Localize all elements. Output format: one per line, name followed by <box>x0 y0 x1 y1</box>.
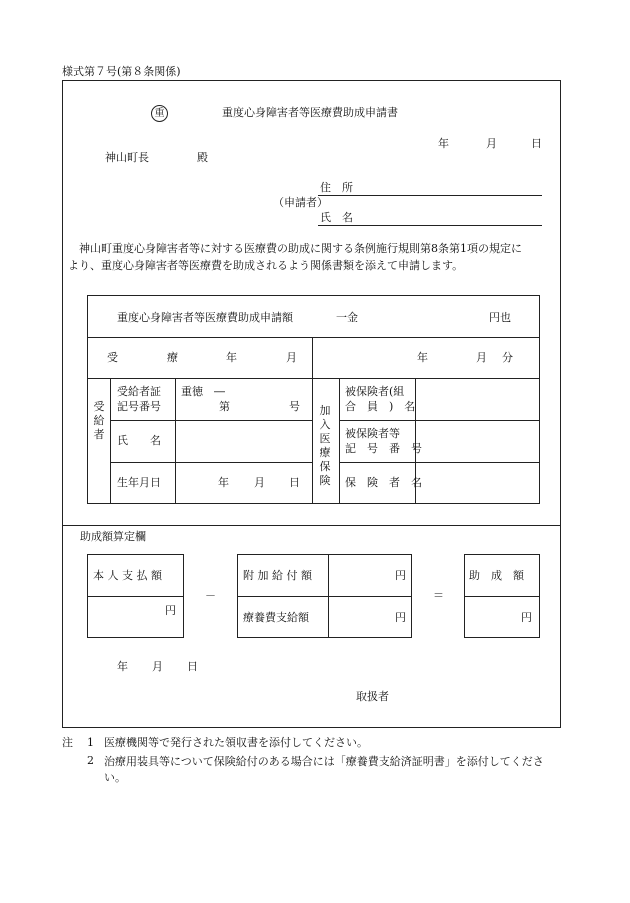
subsidy-label: 助 成 額 <box>469 569 524 582</box>
subsidy-divider <box>464 596 540 597</box>
deduction-divider <box>237 596 412 597</box>
table-rule <box>87 337 540 338</box>
amount-prefix: 一金 <box>336 311 358 324</box>
table-rule <box>339 462 540 463</box>
minus-sign: － <box>205 589 216 602</box>
equals-sign: ＝ <box>433 589 444 602</box>
date-month-label: 月 <box>486 137 497 150</box>
birth-year: 年 <box>218 476 229 489</box>
addressee-name: 神山町長 <box>105 151 149 164</box>
insured-number-label-1: 被保険者等 <box>345 427 400 440</box>
deduction-divider <box>328 554 329 638</box>
table-rule <box>87 378 540 379</box>
section-divider <box>62 525 561 526</box>
form-number: 様式第７号(第８条関係) <box>62 65 181 78</box>
cert-label-2: 記号番号 <box>117 400 161 413</box>
cert-label-1: 受給者証 <box>117 385 161 398</box>
body-text-line-1: 神山町重度心身障害者等に対する医療費の助成に関する条例施行規則第8条第1項の規定に <box>68 242 522 255</box>
additional-benefit-unit: 円 <box>395 569 406 582</box>
treatment-month: 月 <box>286 351 297 364</box>
note-2-text-line-1: 治療用装具等について保険給付のある場合には「療養費支給済証明書」を添付してくださ <box>104 755 544 768</box>
calc-date-month: 月 <box>152 660 163 673</box>
address-label: 住 所 <box>320 181 353 194</box>
self-pay-unit: 円 <box>165 604 176 617</box>
insurance-side-label: 加入医療保険 <box>319 404 331 487</box>
note-1-number: 1 <box>87 736 94 749</box>
applicant-label: （申請者） <box>273 196 328 209</box>
body-text-line-2: より、重度心身障害者等医療費を助成されるよう関係書類を添えて申請します。 <box>68 259 464 272</box>
insured-number-label-2: 記 号 番 号 <box>345 442 422 455</box>
name-line <box>318 225 542 226</box>
amount-label: 重度心身障害者等医療費助成申請額 <box>117 311 293 324</box>
table-rule <box>110 420 312 421</box>
insured-label-1: 被保険者(組 <box>345 385 405 398</box>
calc-date-year: 年 <box>117 660 128 673</box>
insurer-label: 保 険 者 名 <box>345 476 422 489</box>
self-pay-label: 本 人 支 払 額 <box>93 569 162 582</box>
notes-label: 注 <box>62 736 73 749</box>
note-1-text: 医療機関等で発行された領収書を添付してください。 <box>104 736 368 749</box>
self-pay-divider <box>87 596 184 597</box>
medical-expense-unit: 円 <box>395 611 406 624</box>
handler-label: 取扱者 <box>356 690 389 703</box>
cert-prefix: 重徳 ― <box>181 385 225 398</box>
cert-go: 号 <box>289 400 300 413</box>
table-rule <box>339 420 540 421</box>
seal-mark: 重 <box>151 105 168 122</box>
subsidy-unit: 円 <box>521 611 532 624</box>
table-rule <box>110 378 111 504</box>
table-rule <box>312 337 313 504</box>
birth-label: 生年月日 <box>117 476 161 489</box>
medical-expense-label: 療養費支給額 <box>243 611 309 624</box>
recipient-name-label: 氏 名 <box>117 434 161 447</box>
treatment-ryo: 療 <box>167 351 178 364</box>
table-rule <box>110 462 312 463</box>
treatment-year: 年 <box>226 351 237 364</box>
address-line <box>318 195 542 196</box>
name-label: 氏 名 <box>320 211 353 224</box>
calc-section-title: 助成額算定欄 <box>80 530 146 543</box>
table-rule <box>339 378 340 504</box>
note-2-number: 2 <box>87 754 94 767</box>
addressee-honorific: 殿 <box>197 151 208 164</box>
recipient-side-label: 受給者 <box>93 400 105 441</box>
date-year-label: 年 <box>438 137 449 150</box>
treatment-right-year: 年 <box>417 351 428 364</box>
date-day-label: 日 <box>531 137 542 150</box>
additional-benefit-label: 附 加 給 付 額 <box>243 569 312 582</box>
treatment-right-portion: 分 <box>502 351 513 364</box>
insured-label-2: 合 員 ) 名 <box>345 400 416 413</box>
birth-day: 日 <box>289 476 300 489</box>
note-2-text-line-2: い。 <box>104 771 126 784</box>
cert-dai: 第 <box>219 400 230 413</box>
table-rule <box>175 378 176 504</box>
birth-month: 月 <box>254 476 265 489</box>
calc-date-day: 日 <box>187 660 198 673</box>
treatment-right-month: 月 <box>476 351 487 364</box>
amount-suffix: 円也 <box>489 311 511 324</box>
treatment-ju: 受 <box>107 351 118 364</box>
form-title: 重度心身障害者等医療費助成申請書 <box>222 106 398 119</box>
